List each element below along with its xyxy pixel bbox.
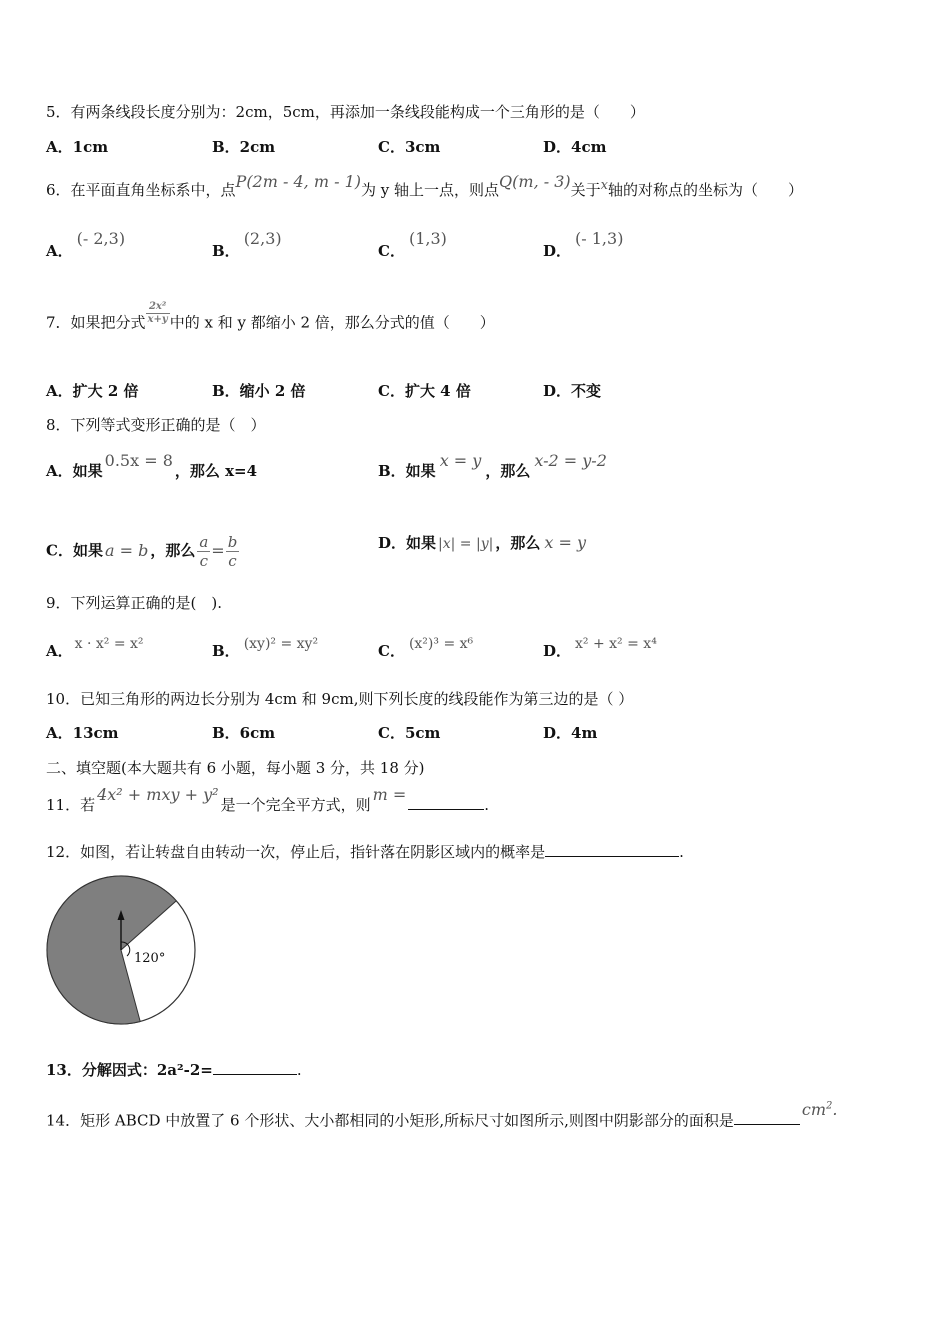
q5-option-c: C．3cm	[378, 138, 441, 156]
q5-option-a: A．1cm	[46, 138, 109, 156]
q8-c-fraction-b: $\frac{b}{c}$	[227, 533, 238, 570]
q6-mid: 为 y 轴上一点，则点	[361, 181, 500, 199]
q11-answer-blank[interactable]	[408, 795, 484, 810]
q7-prefix: 7．如果把分式	[46, 313, 146, 332]
question-12-stem: 12．如图，若让转盘自由转动一次，停止后，指针落在阴影区域内的概率是 .	[46, 843, 684, 861]
question-10-stem: 10．已知三角形的两边长分别为 4cm 和 9cm,则下列长度的线段能作为第三边的是（ ）	[46, 690, 634, 708]
q8-option-a: A．如果0.5x = 8，那么 x=4	[46, 451, 258, 480]
question-5-stem: 5．有两条线段长度分别为：2cm，5cm，再添加一条线段能构成一个三角形的是（ ）	[46, 103, 645, 121]
question-7-stem	[46, 301, 495, 336]
q9-option-a: A． x · x² = x²	[46, 636, 144, 660]
q9-option-d: D． x² + x² = x⁴	[543, 636, 657, 660]
q8-c-fraction-a: $\frac{a}{c}$	[199, 533, 209, 570]
spinner-angle-label: 120°	[134, 951, 166, 966]
q11-expression: 4x² + mxy + y²	[97, 785, 219, 804]
q14-unit: $cm^2$.	[801, 1100, 838, 1120]
q9-option-c: C． (x²)³ = x⁶	[378, 636, 474, 660]
q5-option-b: B．2cm	[212, 138, 276, 156]
q8-option-d: D．如果 |x| = |y| ，那么 x = y	[378, 533, 586, 552]
q11-variable: m =	[372, 785, 407, 804]
q14-answer-blank[interactable]	[734, 1110, 800, 1125]
q10-option-b: B．6cm	[212, 724, 276, 742]
spinner-figure	[44, 872, 200, 1028]
q7-fraction: $\frac{\text{2x²}}{x+y}$	[147, 301, 168, 325]
q12-answer-blank[interactable]	[545, 842, 679, 857]
question-13-stem: 13．分解因式：2a²-2= .	[46, 1061, 302, 1079]
q8-option-c: C．如果 a = b ，那么 $\frac{a}{c}$ = $\frac{b}{c}$	[46, 533, 238, 570]
q7-option-c: C．扩大 4 倍	[378, 382, 471, 400]
question-11-stem: 11．若4x² + mxy + y²是一个完全平方式，则m =.	[46, 785, 490, 814]
question-14-stem: 14．矩形 ABCD 中放置了 6 个形状、大小都相同的小矩形,所标尺寸如图所示,则图中阴影部分的面积是$cm^2$.	[46, 1100, 838, 1130]
q10-option-c: C．5cm	[378, 724, 441, 742]
q7-option-d: D．不变	[543, 382, 602, 400]
q5-option-d: D．4cm	[543, 138, 607, 156]
q6-point-p: P(2m - 4, m - 1)	[235, 172, 362, 191]
q6-suffix-a: 关于	[570, 181, 601, 199]
q6-option-d: D．(- 1,3)	[543, 229, 624, 260]
q6-prefix: 6．在平面直角坐标系中，点	[46, 181, 236, 199]
q6-option-a: A．(- 2,3)	[46, 229, 126, 260]
section-2-heading: 二、填空题(本大题共有 6 小题，每小题 3 分，共 18 分)	[46, 759, 425, 777]
q10-option-d: D．4m	[543, 724, 598, 742]
q13-answer-blank[interactable]	[213, 1060, 297, 1075]
question-8-stem: 8．下列等式变形正确的是（ ）	[46, 416, 266, 434]
q8-option-b: B．如果x = y，那么x-2 = y-2	[378, 451, 607, 480]
question-9-stem: 9．下列运算正确的是( ).	[46, 594, 223, 612]
q6-suffix-b: 轴的对称点的坐标为（ ）	[608, 181, 804, 199]
q6-axis: x	[600, 178, 609, 193]
q7-suffix: 中的 x 和 y 都缩小 2 倍，那么分式的值（ ）	[169, 313, 495, 332]
q6-point-q: Q(m, - 3)	[499, 172, 571, 191]
q10-option-a: A．13cm	[46, 724, 119, 742]
q7-option-b: B．缩小 2 倍	[212, 382, 306, 400]
q6-option-b: B．(2,3)	[212, 229, 282, 260]
q9-option-b: B． (xy)² = xy²	[212, 636, 319, 660]
question-6-stem	[46, 172, 804, 202]
q7-option-a: A．扩大 2 倍	[46, 382, 139, 400]
q6-option-c: C．(1,3)	[378, 229, 447, 260]
